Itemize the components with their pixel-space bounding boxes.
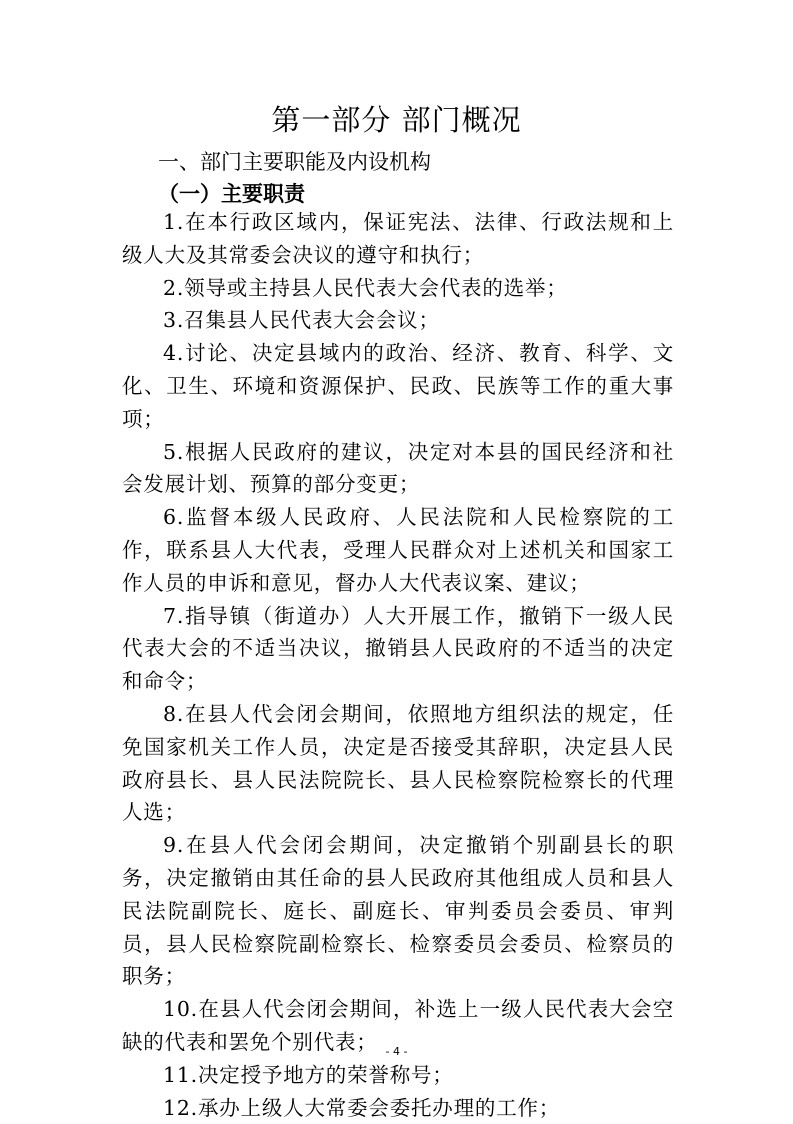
paragraph-6: 6.监督本级人民政府、人民法院和人民检察院的工作，联系县人大代表，受理人民群众对上述机关和国家工作人员的申诉和意见，督办人大代表议案、建议；	[122, 505, 674, 595]
paragraph-5: 5.根据人民政府的建议，决定对本县的国民经济和社会发展计划、预算的部分变更；	[122, 439, 674, 497]
subsection-heading: （一）主要职责	[158, 181, 305, 206]
paragraph-4: 4.讨论、决定县域内的政治、经济、教育、科学、文化、卫生、环境和资源保护、民政、民族等工作的重大事项；	[122, 341, 674, 431]
paragraph-8: 8.在县人代会闭会期间，依照地方组织法的规定，任免国家机关工作人员，决定是否接受其辞职，决定县人民政府县长、县人民法院院长、县人民检察院检察长的代理人选；	[122, 701, 674, 825]
paragraph-12: 12.承办上级人大常委会委托办理的工作；	[163, 1095, 561, 1120]
paragraph-3: 3.召集县人民代表大会会议；	[163, 308, 440, 333]
paragraph-9: 9.在县人代会闭会期间，决定撤销个别副县长的职务，决定撤销由其任命的县人民政府其他组成人员和县人民法院副院长、庭长、副庭长、审判委员会委员、审判员，县人民检察院副检察长、检察委员会委员、检察员的职务；	[122, 833, 674, 989]
body-text	[122, 206, 674, 1124]
paragraph-11: 11.决定授予地方的荣誉称号；	[163, 1062, 454, 1087]
paragraph-7: 7.指导镇（街道办）人大开展工作，撤销下一级人民代表大会的不适当决议，撤销县人民政府的不适当的决定和命令；	[122, 603, 674, 694]
paragraph-2: 2.领导或主持县人民代表大会代表的选举；	[163, 275, 568, 300]
page-title: 第一部分 部门概况	[271, 103, 522, 137]
section-heading: 一、部门主要职能及内设机构	[158, 150, 431, 174]
page-number: - 4 -	[385, 1045, 408, 1058]
paragraph-10: 10.在县人代会闭会期间，补选上一级人民代表大会空缺的代表和罢免个别代表；	[122, 997, 674, 1054]
paragraph-1: 1.在本行政区域内，保证宪法、法律、行政法规和上级人大及其常委会决议的遵守和执行；	[122, 210, 674, 267]
